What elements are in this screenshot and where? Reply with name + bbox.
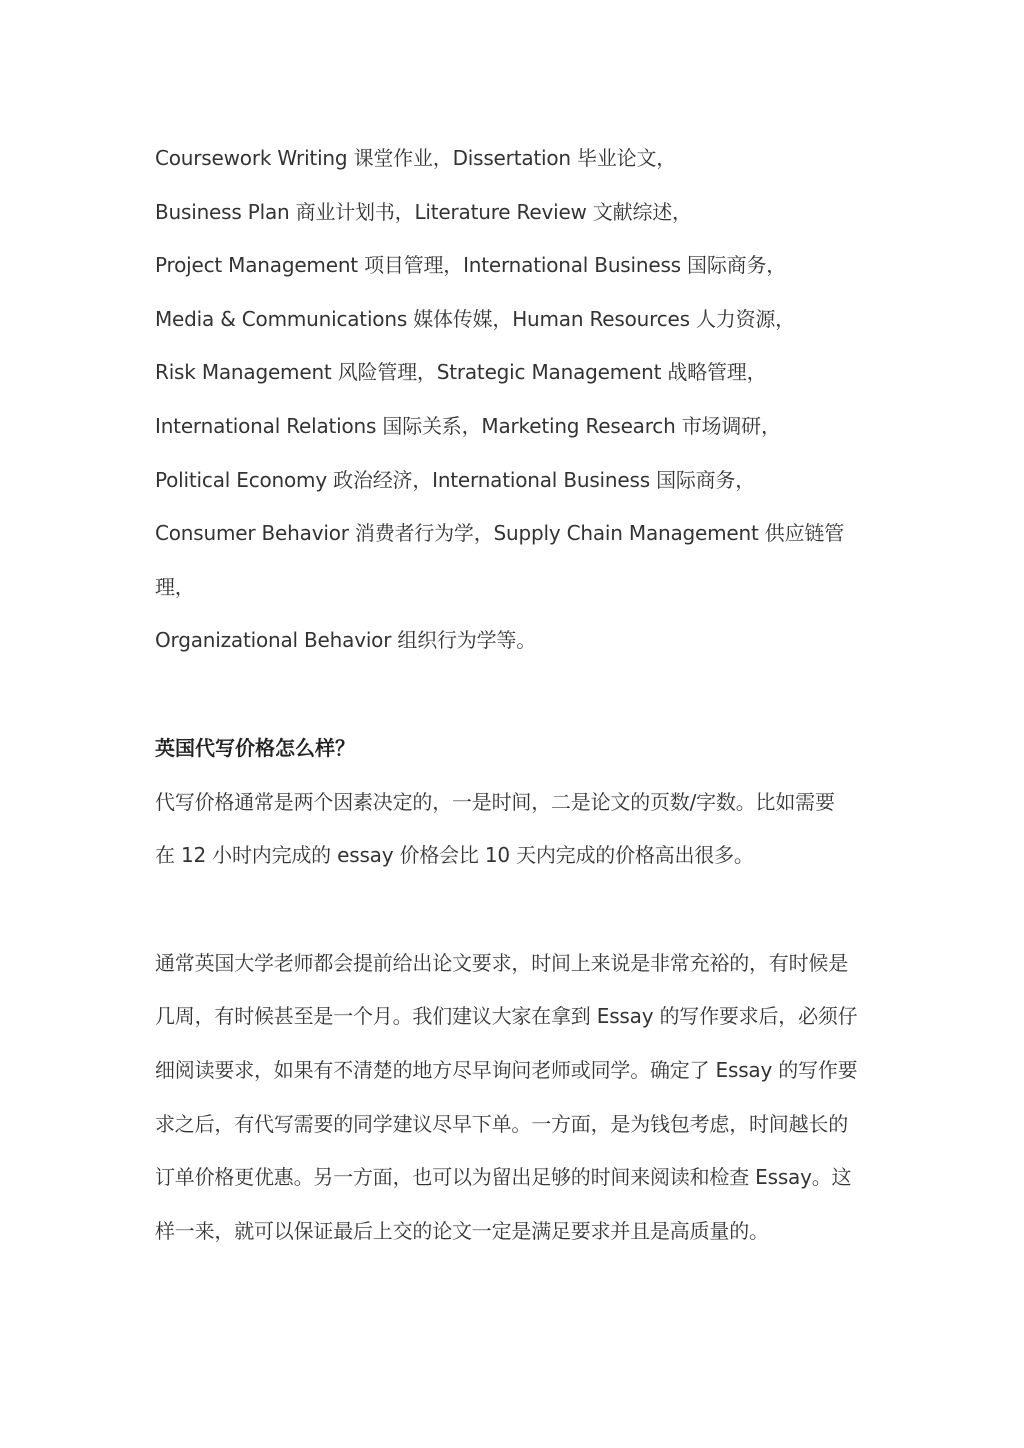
paragraph-line: 订单价格更优惠。另一方面，也可以为留出足够的时间来阅读和检查 Essay。这 — [155, 1165, 852, 1190]
paragraph-advice — [155, 937, 875, 1259]
subject-line: Political Economy 政治经济，International Business 国际商务， — [155, 467, 756, 492]
subject-line: Project Management 项目管理，International Business 国际商务， — [155, 253, 787, 278]
paragraph-line: 求之后，有代写需要的同学建议尽早下单。一方面，是为钱包考虑，时间越长的 — [155, 1111, 848, 1136]
paragraph-line: 样一来，就可以保证最后上交的论文一定是满足要求并且是高质量的。 — [155, 1218, 769, 1243]
subject-line: Coursework Writing 课堂作业，Dissertation 毕业论文， — [155, 146, 677, 170]
subject-line: Business Plan 商业计划书，Literature Review 文献综述， — [155, 199, 692, 224]
section-heading: 英国代写价格怎么样？ — [155, 735, 355, 760]
paragraph-line: 代写价格通常是两个因素决定的，一是时间，二是论文的页数/字数。比如需要 — [155, 789, 835, 814]
subject-line: Risk Management 风险管理，Strategic Management 战略管理， — [155, 360, 767, 385]
spacer — [155, 668, 875, 722]
subject-line: Media & Communications 媒体传媒，Human Resources 人力资源， — [155, 306, 795, 331]
subject-line: Consumer Behavior 消费者行为学，Supply Chain Management 供应链管 — [155, 521, 845, 546]
subject-line: International Relations 国际关系，Marketing Research 市场调研， — [155, 413, 781, 438]
subject-list — [155, 132, 875, 668]
paragraph-line: 几周，有时候甚至是一个月。我们建议大家在拿到 Essay 的写作要求后，必须仔 — [155, 1004, 858, 1029]
spacer — [155, 883, 875, 937]
paragraph-price-factors — [155, 776, 875, 883]
paragraph-line: 通常英国大学老师都会提前给出论文要求，时间上来说是非常充裕的，有时候是 — [155, 950, 848, 975]
paragraph-line: 在 12 小时内完成的 essay 价格会比 10 天内完成的价格高出很多。 — [155, 843, 754, 868]
subject-line: Organizational Behavior 组织行为学等。 — [155, 628, 536, 653]
document-body — [155, 132, 875, 1258]
paragraph-line: 细阅读要求，如果有不清楚的地方尽早询问老师或同学。确定了 Essay 的写作要 — [155, 1057, 858, 1082]
subject-line: 理， — [155, 574, 195, 599]
